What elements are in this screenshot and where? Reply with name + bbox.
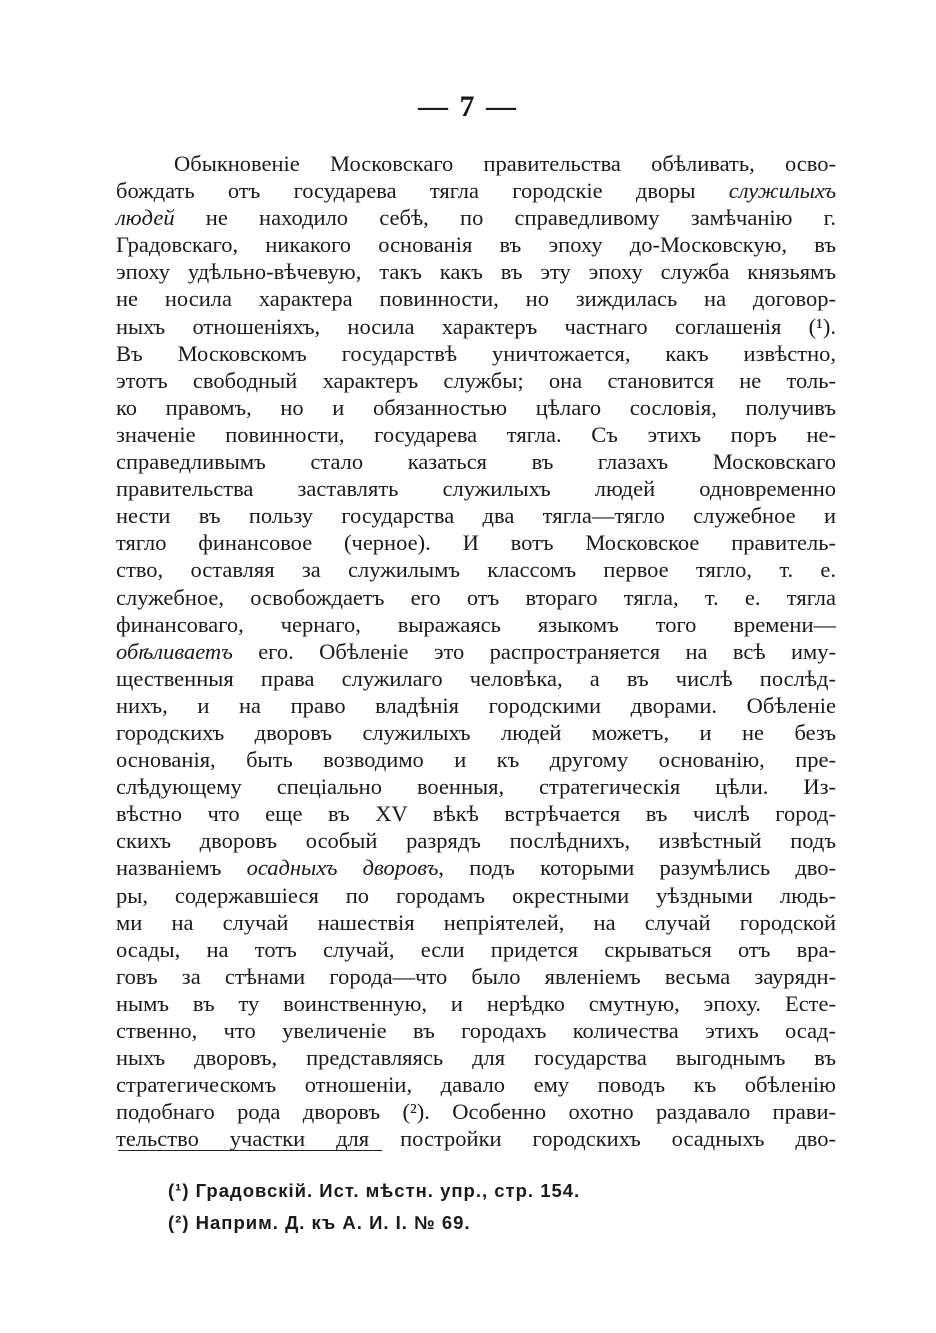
footnote-text: Градовскій. Ист. мѣстн. упр., стр. 154. (195, 1180, 581, 1201)
text-line: ственно, что увеличеніе въ городахъ количества этихъ осад- (116, 1018, 836, 1043)
footnote-marker: (²) (168, 1212, 190, 1233)
text-line: значеніе повинности, государева тягла. Съ этихъ поръ не- (116, 421, 836, 447)
text-run: названіемъ (116, 855, 247, 881)
text-line: справедливымъ стало казаться въ глазахъ Московскаго (116, 449, 836, 475)
text-line: подобнаго рода дворовъ (²). Особенно охотно раздавало прави- (116, 1099, 836, 1125)
text-line: стратегическомъ отношеніи, давало ему поводъ къ обѣленію (116, 1072, 836, 1098)
text-line: основанія, быть возводимо и къ другому основанію, пре- (116, 747, 836, 773)
text-line (116, 854, 836, 881)
text-run: не находило себѣ, по справедливому замѣчанію г. (174, 205, 836, 231)
text-line: служебное, освобождаетъ его отъ втораго тягла, т. е. тягла (116, 584, 836, 610)
text-line: эпоху удѣльно-вѣчевую, такъ какъ въ эту эпоху служба князьямъ (116, 259, 836, 285)
text-line (116, 638, 836, 665)
text-line: осады, на тотъ случай, если придется скрываться отъ вра- (116, 936, 836, 962)
italic-term: служилыхъ (728, 178, 836, 204)
italic-term: обѣливаетъ (116, 638, 233, 664)
text-line: тельство участки для постройки городскихъ осадныхъ дво- (116, 1126, 836, 1152)
page-number: — 7 — (418, 90, 518, 123)
text-line: ры, содержавшіеся по городамъ окрестными уѣздными людь- (116, 882, 836, 908)
text-line (116, 204, 836, 231)
text-run: бождать отъ государева тягла городскіе дворы (116, 178, 729, 204)
italic-term: осадныхъ дворовъ (246, 855, 439, 881)
footnote-separator (118, 1150, 382, 1151)
text-line: щественныя права служилаго человѣка, а въ числѣ послѣд- (116, 665, 836, 691)
text-run: , подъ которыми разумѣлись дво- (438, 855, 837, 881)
text-line: правительства заставлять служилыхъ людей одновременно (116, 476, 836, 502)
text-line: ми на случай нашествія непріятелей, на случай городской (116, 909, 836, 935)
text-line: тягло финансовое (черное). И вотъ Московское правитель- (116, 530, 836, 556)
text-line: ство, оставляя за служилымъ классомъ первое тягло, т. е. (116, 557, 836, 583)
text-line: ныхъ отношеніяхъ, носила характеръ частнаго соглашенія (¹). (116, 313, 836, 339)
text-line: ныхъ дворовъ, представляясь для государства выгоднымъ въ (116, 1045, 836, 1071)
text-line: ко правомъ, но и обязанностью цѣлаго сословія, получивъ (116, 394, 836, 420)
text-line (116, 177, 836, 204)
footnote-text: Наприм. Д. къ А. И. I. № 69. (195, 1212, 471, 1233)
text-line: нымъ въ ту воинственную, и нерѣдко смутную, эпоху. Есте- (116, 990, 836, 1016)
text-run: его. Обѣленіе это распространяется на всѣ иму- (232, 638, 836, 664)
text-line: вѣстно что еще въ XV вѣкѣ встрѣчается въ числѣ город- (116, 801, 836, 827)
text-line: Обыкновеніе Московскаго правительства обѣливать, осво- (174, 151, 836, 176)
text-line: нихъ, и на право владѣнія городскими дворами. Обѣленіе (116, 692, 836, 718)
footnote-2 (168, 1207, 788, 1239)
text-line: слѣдующему спеціально военныя, стратегическія цѣли. Из- (116, 774, 836, 800)
text-line: городскихъ дворовъ служилыхъ людей можетъ, и не безъ (116, 719, 836, 745)
text-line: скихъ дворовъ особый разрядъ послѣднихъ, извѣстный подъ (116, 828, 836, 854)
body-text (116, 150, 836, 1152)
text-line: говъ за стѣнами города—что было явленіемъ весьма заурядн- (116, 963, 836, 989)
text-line: финансоваго, чернаго, выражаясь языкомъ того времени— (116, 611, 836, 637)
text-line: Въ Московскомъ государствѣ уничтожается, какъ извѣстно, (116, 340, 836, 366)
footnote-marker: (¹) (168, 1180, 190, 1201)
footnote-1 (168, 1175, 788, 1207)
text-line: Градовскаго, никакого основанія въ эпоху до-Московскую, въ (116, 232, 836, 258)
text-line: этотъ свободный характеръ службы; она становится не толь- (116, 367, 836, 393)
footnotes (168, 1175, 788, 1239)
text-line: не носила характера повинности, но зиждилась на договор- (116, 286, 836, 312)
text-line: нести въ пользу государства два тягла—тягло служебное и (116, 503, 836, 529)
italic-term: людей (116, 205, 175, 231)
